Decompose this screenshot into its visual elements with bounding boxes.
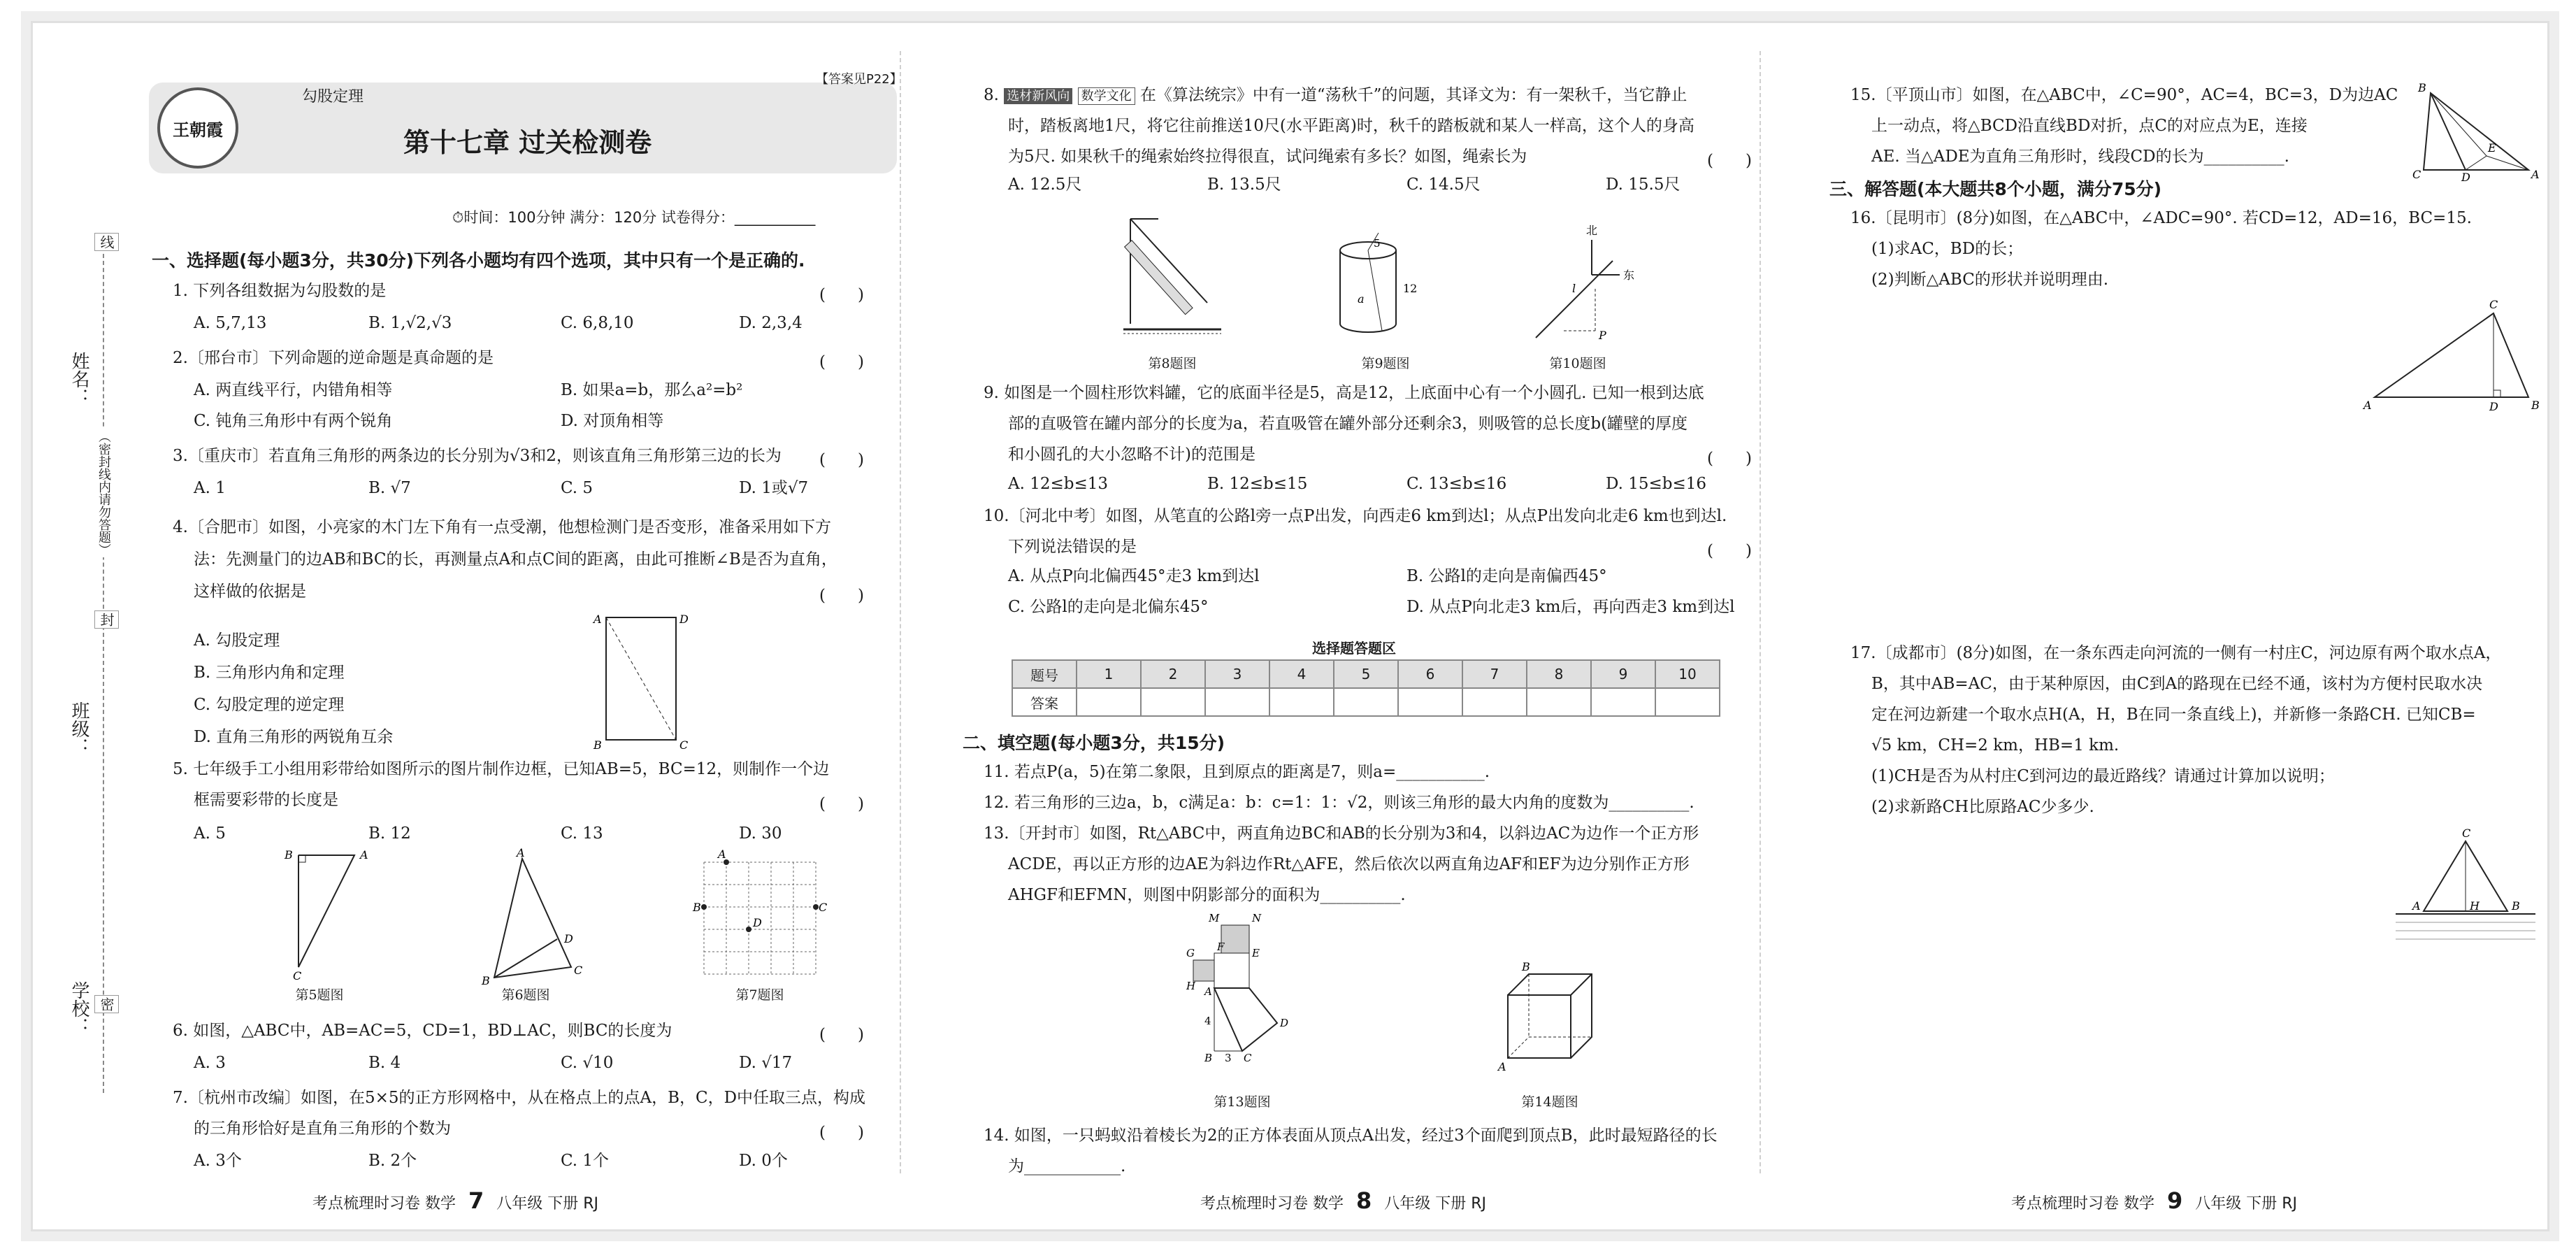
fig7-grid — [690, 848, 830, 988]
fig17-a: A — [2412, 899, 2421, 913]
footer-page-9 — [2011, 1187, 2297, 1214]
q8-opt-b[interactable]: B. 13.5尺 — [1207, 176, 1281, 194]
answer-cell-1[interactable] — [1077, 688, 1141, 716]
fig16-c: C — [2489, 298, 2498, 311]
q4-paren[interactable]: ( ) — [819, 587, 864, 605]
q17-line-4: √5 km，CH=2 km，HB=1 km. — [1871, 736, 2120, 755]
q6-paren[interactable]: ( ) — [819, 1026, 864, 1044]
fig17 — [2396, 827, 2542, 967]
answer-table — [1012, 659, 1720, 717]
q5-opt-b[interactable]: B. 12 — [368, 824, 411, 843]
svg-text:A: A — [517, 846, 525, 859]
col-6: 6 — [1398, 660, 1462, 688]
q10-opt-a[interactable]: A. 从点P向北偏西45°走3 km到达l — [1008, 567, 1260, 585]
q2-opt-a[interactable]: A. 两直线平行，内错角相等 — [194, 381, 393, 399]
score-blank[interactable]: ___________ — [734, 209, 816, 226]
q5-opt-a[interactable]: A. 5 — [194, 824, 226, 843]
svg-text:D: D — [679, 613, 689, 626]
svg-text:D: D — [564, 932, 573, 945]
fig17-c: C — [2462, 827, 2471, 840]
fig7-caption: 第7题图 — [735, 987, 784, 1003]
logo-text: 王朝霞 — [173, 119, 223, 140]
q5-stem-1: 5. 七年级手工小组用彩带给如图所示的图片制作边框，已知AB=5，BC=12，则制作一个边 — [173, 760, 830, 778]
q10-opt-b[interactable]: B. 公路l的走向是南偏西45° — [1406, 567, 1607, 585]
col-1: 1 — [1077, 660, 1141, 688]
page-number: 8 — [1356, 1187, 1372, 1214]
fig13-g: G — [1186, 947, 1195, 959]
fig6-caption: 第6题图 — [501, 987, 550, 1003]
fig15 — [2410, 79, 2542, 184]
answer-table-row — [1012, 688, 1720, 716]
q6-opt-b[interactable]: B. 4 — [368, 1054, 401, 1072]
answer-cell-6[interactable] — [1398, 688, 1462, 716]
q8-line-3: 为5尺. 如果秋千的绳索始终拉得很直，试问绳索有多长？如图，绳索长为 — [1008, 148, 1527, 166]
fig13-m: M — [1209, 912, 1220, 924]
q4-stem-3: 这样做的依据是 — [194, 582, 306, 601]
q9-line-3: 和小圆孔的大小忽略不计)的范围是 — [1008, 445, 1255, 464]
footer-right: 八年级 下册 RJ — [1384, 1195, 1487, 1213]
q4-opt-b[interactable]: B. 三角形内角和定理 — [194, 664, 345, 682]
answer-cell-9[interactable] — [1591, 688, 1655, 716]
q1-stem: 1. 下列各组数据为勾股数的是 — [173, 282, 387, 300]
col-4: 4 — [1269, 660, 1334, 688]
fig10-l: l — [1572, 282, 1576, 295]
q8-text-1: 在《算法统宗》中有一道“荡秋千”的问题，其译文为：有一架秋千，当它静止 — [1139, 86, 1688, 104]
column-divider-2 — [1760, 51, 1761, 1173]
fig8-caption: 第8题图 — [1148, 356, 1197, 371]
q8-line-1 — [984, 80, 1687, 111]
q17-line-1: 17.〔成都市〕(8分)如图，在一条东西走向河流的一侧有一村庄C，河边原有两个取水点A， — [1850, 644, 2502, 662]
q7-stem-1: 7.〔杭州市改编〕如图，在5×5的正方形网格中，从在格点上的点A，B，C，D中任取三点，构成 — [173, 1089, 866, 1107]
q7-opt-b[interactable]: B. 2个 — [368, 1152, 417, 1170]
fig10-north: 北 — [1586, 224, 1598, 237]
footer-left: 考点梳理时习卷 数学 — [1200, 1195, 1344, 1213]
q6-opt-c[interactable]: C. √10 — [561, 1054, 614, 1072]
time-info: ⏱时间：100分钟 满分：120分 试卷得分： — [452, 209, 735, 226]
seal-note: （密封线内请勿答题） — [93, 429, 114, 557]
fig16-b: B — [2531, 399, 2540, 412]
section-solve-heading: 三、解答题(本大题共8个小题，满分75分) — [1829, 179, 2162, 199]
answer-ref: 【答案见P22】 — [816, 72, 902, 87]
tag-new-material: 选材新风向 — [1004, 88, 1072, 104]
q9-line-2: 部的直吸管在罐内部分的长度为a，若直吸管在罐外部分还剩余3，则吸管的总长度b(罐壁的厚度 — [1008, 415, 1688, 433]
q17-line-3: 定在河边新建一个取水点H(A，H，B在同一条直线上)，并新修一条路CH. 已知CB= — [1871, 706, 2476, 724]
q3-opt-d[interactable]: D. 1或√7 — [739, 479, 809, 497]
q8-number: 8. — [984, 86, 999, 104]
q5-paren[interactable]: ( ) — [819, 795, 864, 813]
svg-text:C: C — [819, 901, 828, 914]
fig9-caption: 第9题图 — [1361, 356, 1410, 371]
row-label-answer: 答案 — [1012, 688, 1077, 716]
col-9: 9 — [1591, 660, 1655, 688]
svg-text:A: A — [593, 613, 602, 626]
q2-paren[interactable]: ( ) — [819, 353, 864, 371]
fig8-swing — [1116, 205, 1235, 345]
fig17-b: B — [2512, 899, 2520, 913]
fig10-east: 东 — [1623, 269, 1635, 282]
q1-opt-b[interactable]: B. 1,√2,√3 — [368, 314, 452, 332]
q5-opt-c[interactable]: C. 13 — [561, 824, 603, 843]
q16-line-1: 16.〔昆明市〕(8分)如图，在△ABC中，∠ADC=90°. 若CD=12，AD=16，BC=15. — [1850, 209, 2472, 227]
q1-opt-a[interactable]: A. 5,7,13 — [194, 314, 267, 332]
fig16-d: D — [2489, 400, 2498, 413]
svg-text:B: B — [285, 848, 293, 862]
q4-door-figure — [592, 610, 697, 750]
q4-stem-1: 4.〔合肥市〕如图，小亮家的木门左下角有一点受潮，他想检测门是否变形，准备采用如下方 — [173, 518, 831, 536]
q3-opt-b[interactable]: B. √7 — [368, 479, 411, 497]
fig15-e: E — [2488, 141, 2496, 155]
tag-math-culture: 数学文化 — [1078, 87, 1135, 105]
q1-opt-d[interactable]: D. 2,3,4 — [739, 314, 803, 332]
q9-opt-d[interactable]: D. 15≤b≤16 — [1606, 475, 1707, 493]
q10-opt-c[interactable]: C. 公路l的走向是北偏东45° — [1008, 598, 1209, 616]
footer-page-8 — [1200, 1187, 1486, 1214]
fig5 — [264, 841, 382, 981]
fig9-label-radius: 5 — [1374, 237, 1381, 250]
svg-text:B: B — [693, 901, 701, 914]
q8-opt-a[interactable]: A. 12.5尺 — [1008, 176, 1082, 194]
fig16 — [2361, 296, 2542, 415]
name-label: 姓名： — [69, 352, 89, 406]
q6-opt-d[interactable]: D. √17 — [739, 1054, 793, 1072]
fig15-b: B — [2418, 81, 2426, 94]
fig15-c: C — [2412, 168, 2422, 181]
brand-logo — [157, 87, 238, 169]
q8-opt-d[interactable]: D. 15.5尺 — [1606, 176, 1681, 194]
q14-line-1: 14. 如图，一只蚂蚁沿着棱长为2的正方体表面从顶点A出发，经过3个面爬到顶点B，此时最短路径的长 — [984, 1127, 1718, 1145]
unit-label: 勾股定理 — [302, 88, 364, 106]
answer-cell-10[interactable] — [1655, 688, 1720, 716]
answer-cell-4[interactable] — [1269, 688, 1334, 716]
fig13-a: A — [1204, 985, 1212, 998]
col-7: 7 — [1462, 660, 1527, 688]
q4-opt-d[interactable]: D. 直角三角形的两锐角互余 — [194, 728, 394, 746]
q8-opt-c[interactable]: C. 14.5尺 — [1406, 176, 1481, 194]
row-label-number: 题号 — [1012, 660, 1077, 688]
page-9 — [1780, 23, 2547, 1229]
q8-line-2: 时，踏板离地1尺，将它往前推送10尺(水平距离)时，秋千的踏板就和某人一样高，这个人的身高 — [1008, 117, 1694, 135]
q9-line-1: 9. 如图是一个圆柱形饮料罐，它的底面半径是5，高是12，上底面中心有一个小圆孔. 已知一根到达底 — [984, 384, 1704, 402]
q9-paren[interactable]: ( ) — [1707, 450, 1752, 468]
column-divider-1 — [900, 51, 901, 1173]
col-3: 3 — [1205, 660, 1269, 688]
fig5-caption: 第5题图 — [295, 987, 344, 1003]
fig13-len-4: 4 — [1204, 1015, 1211, 1027]
q2-opt-d[interactable]: D. 对顶角相等 — [561, 412, 664, 430]
page-frame — [31, 21, 2549, 1231]
section-choice-heading: 一、选择题(每小题3分，共30分)下列各小题均有四个选项，其中只有一个是正确的. — [152, 250, 805, 271]
fig15-a: A — [2531, 168, 2540, 181]
q15-line-3: AE. 当△ADE为直角三角形时，线段CD的长为__________. — [1871, 148, 2289, 166]
fig13-len-3: 3 — [1225, 1052, 1232, 1064]
q4-stem-2: 法：先测量门的边AB和BC的长，再测量点A和点C间的距离，由此可推断∠B是否为直角， — [194, 550, 837, 569]
q7-opt-d[interactable]: D. 0个 — [739, 1152, 788, 1170]
q3-paren[interactable]: ( ) — [819, 451, 864, 469]
fig15-d: D — [2461, 171, 2470, 184]
svg-text:C: C — [679, 738, 689, 752]
q3-opt-a[interactable]: A. 1 — [194, 479, 226, 497]
fig13-c: C — [1244, 1052, 1252, 1064]
fig14-a: A — [1498, 1060, 1506, 1073]
fig13-d: D — [1280, 1017, 1289, 1029]
page-7 — [33, 23, 907, 1229]
q7-opt-c[interactable]: C. 1个 — [561, 1152, 610, 1170]
q14-line-2: 为____________. — [1008, 1157, 1126, 1175]
page-title: 第十七章 过关检测卷 — [403, 127, 652, 158]
fig13-b: B — [1204, 1052, 1213, 1064]
q2-opt-b[interactable]: B. 如果a=b，那么a²=b² — [561, 381, 743, 399]
fig14-cube — [1494, 960, 1606, 1086]
q10-paren[interactable]: ( ) — [1707, 542, 1752, 560]
q8-paren[interactable]: ( ) — [1707, 152, 1752, 170]
fig14-b: B — [1522, 960, 1530, 973]
q11: 11. 若点P(a，5)在第二象限，且到原点的距离是7，则a=___________. — [984, 763, 1490, 781]
col-2: 2 — [1141, 660, 1205, 688]
exam-info — [452, 206, 815, 227]
fig10-p: P — [1599, 329, 1606, 342]
q4-opt-a[interactable]: A. 勾股定理 — [194, 631, 280, 650]
q3-opt-c[interactable]: C. 5 — [561, 479, 593, 497]
fig16-a: A — [2363, 399, 2372, 412]
q17-line-2: B，其中AB=AC，由于某种原因，由C到A的路现在已经不通，该村为方便村民取水决 — [1871, 675, 2483, 693]
q5-stem-2: 框需要彩带的长度是 — [194, 791, 338, 809]
fig13 — [1186, 911, 1312, 1086]
q13-line-2: ACDE，再以正方形的边AE为斜边作Rt△AFE，然后依次以两直角边AF和EF为边分别作正方形 — [1008, 855, 1690, 873]
q2-stem: 2.〔邢台市〕下列命题的逆命题是真命题的是 — [173, 349, 494, 367]
q9-opt-b[interactable]: B. 12≤b≤15 — [1207, 475, 1308, 493]
q1-opt-c[interactable]: C. 6,8,10 — [561, 314, 634, 332]
col-5: 5 — [1334, 660, 1398, 688]
footer-right: 八年级 下册 RJ — [2195, 1195, 2298, 1213]
answer-cell-3[interactable] — [1205, 688, 1269, 716]
q10-line-2: 下列说法错误的是 — [1008, 538, 1137, 556]
fig10-road — [1522, 219, 1648, 352]
q7-paren[interactable]: ( ) — [819, 1124, 864, 1142]
footer-left: 考点梳理时习卷 数学 — [2011, 1195, 2154, 1213]
seal-line — [103, 254, 104, 1093]
fig14-caption: 第14题图 — [1521, 1094, 1578, 1110]
section-fill-heading: 二、填空题(每小题3分，共15分) — [963, 733, 1225, 753]
q7-opt-a[interactable]: A. 3个 — [194, 1152, 242, 1170]
answer-table-header — [1012, 660, 1720, 688]
footer-right: 八年级 下册 RJ — [496, 1195, 599, 1213]
q9-opt-a[interactable]: A. 12≤b≤13 — [1008, 475, 1109, 493]
seal-word-line: 线 — [94, 233, 119, 251]
svg-text:A: A — [718, 848, 726, 861]
q12: 12. 若三角形的三边a，b，c满足a：b：c=1：1：√2，则该三角形的最大内角的度数为__________. — [984, 794, 1694, 812]
footer-left: 考点梳理时习卷 数学 — [312, 1195, 456, 1213]
fig17-h: H — [2470, 899, 2480, 913]
svg-text:B: B — [482, 974, 490, 987]
q2-opt-c[interactable]: C. 钝角三角形中有两个锐角 — [194, 412, 393, 430]
answer-cell-5[interactable] — [1334, 688, 1398, 716]
col-10: 10 — [1655, 660, 1720, 688]
answer-cell-2[interactable] — [1141, 688, 1205, 716]
answer-cell-7[interactable] — [1462, 688, 1527, 716]
fig10-caption: 第10题图 — [1549, 356, 1606, 371]
fig6 — [473, 846, 583, 988]
fig9-label-height: 12 — [1403, 282, 1418, 295]
q9-opt-c[interactable]: C. 13≤b≤16 — [1406, 475, 1507, 493]
svg-text:C: C — [293, 969, 302, 982]
q7-stem-2: 的三角形恰好是直角三角形的个数为 — [194, 1120, 451, 1138]
q16-part-2: (2)判断△ABC的形状并说明理由. — [1871, 271, 2109, 289]
col-8: 8 — [1527, 660, 1591, 688]
fig13-caption: 第13题图 — [1214, 1094, 1271, 1110]
fig9-can — [1326, 226, 1452, 345]
q17-part-1: (1)CH是否为从村庄C到河边的最近路线？请通过计算加以说明； — [1871, 767, 2335, 785]
q13-line-1: 13.〔开封市〕如图，Rt△ABC中，两直角边BC和AB的长分别为3和4，以斜边AC为边作一个正方形 — [984, 824, 1699, 843]
answer-area-title: 选择题答题区 — [1312, 640, 1396, 657]
q6-opt-a[interactable]: A. 3 — [194, 1054, 226, 1072]
q4-opt-c[interactable]: C. 勾股定理的逆定理 — [194, 696, 345, 714]
q13-line-3: AHGF和EFMN，则图中阴影部分的面积为__________. — [1008, 886, 1406, 904]
answer-cell-8[interactable] — [1527, 688, 1591, 716]
q16-part-1: (1)求AC，BD的长； — [1871, 240, 2024, 258]
svg-text:B: B — [593, 738, 602, 752]
page-number: 7 — [468, 1187, 484, 1214]
q6-stem: 6. 如图，△ABC中，AB=AC=5，CD=1，BD⊥AC，则BC的长度为 — [173, 1022, 672, 1040]
school-label: 学校： — [69, 981, 89, 1036]
svg-text:D: D — [753, 916, 762, 929]
svg-text:A: A — [360, 848, 368, 862]
q3-stem: 3.〔重庆市〕若直角三角形的两条边的长分别为√3和2，则该直角三角形第三边的长为 — [173, 447, 782, 465]
q15-line-2: 上一动点，将△BCD沿直线BD对折，点C的对应点为E，连接 — [1871, 117, 2308, 135]
fig13-e: E — [1252, 947, 1260, 959]
class-label: 班级： — [69, 701, 89, 756]
q10-opt-d[interactable]: D. 从点P向北走3 km后，再向西走3 km到达l — [1406, 598, 1735, 616]
q1-paren[interactable]: ( ) — [819, 286, 864, 304]
seal-word-seal: 封 — [94, 610, 119, 629]
footer-page-7 — [312, 1187, 598, 1214]
page-number: 9 — [2167, 1187, 2183, 1214]
fig13-f: F — [1217, 941, 1225, 953]
fig13-h: H — [1186, 980, 1196, 992]
q5-opt-d[interactable]: D. 30 — [739, 824, 782, 843]
fig13-n: N — [1252, 912, 1262, 924]
q10-line-1: 10.〔河北中考〕如图，从笔直的公路l旁一点P出发，向西走6 km到达l；从点P出发向北走6 km也到达l. — [984, 507, 1727, 525]
q17-part-2: (2)求新路CH比原路AC少多少. — [1871, 798, 2094, 816]
svg-text:C: C — [574, 964, 583, 977]
page-8 — [907, 23, 1780, 1229]
fig9-label-a: a — [1358, 292, 1365, 306]
q15-line-1: 15.〔平顶山市〕如图，在△ABC中，∠C=90°，AC=4，BC=3，D为边AC — [1850, 86, 2398, 104]
seal-word-secret: 密 — [94, 995, 119, 1013]
